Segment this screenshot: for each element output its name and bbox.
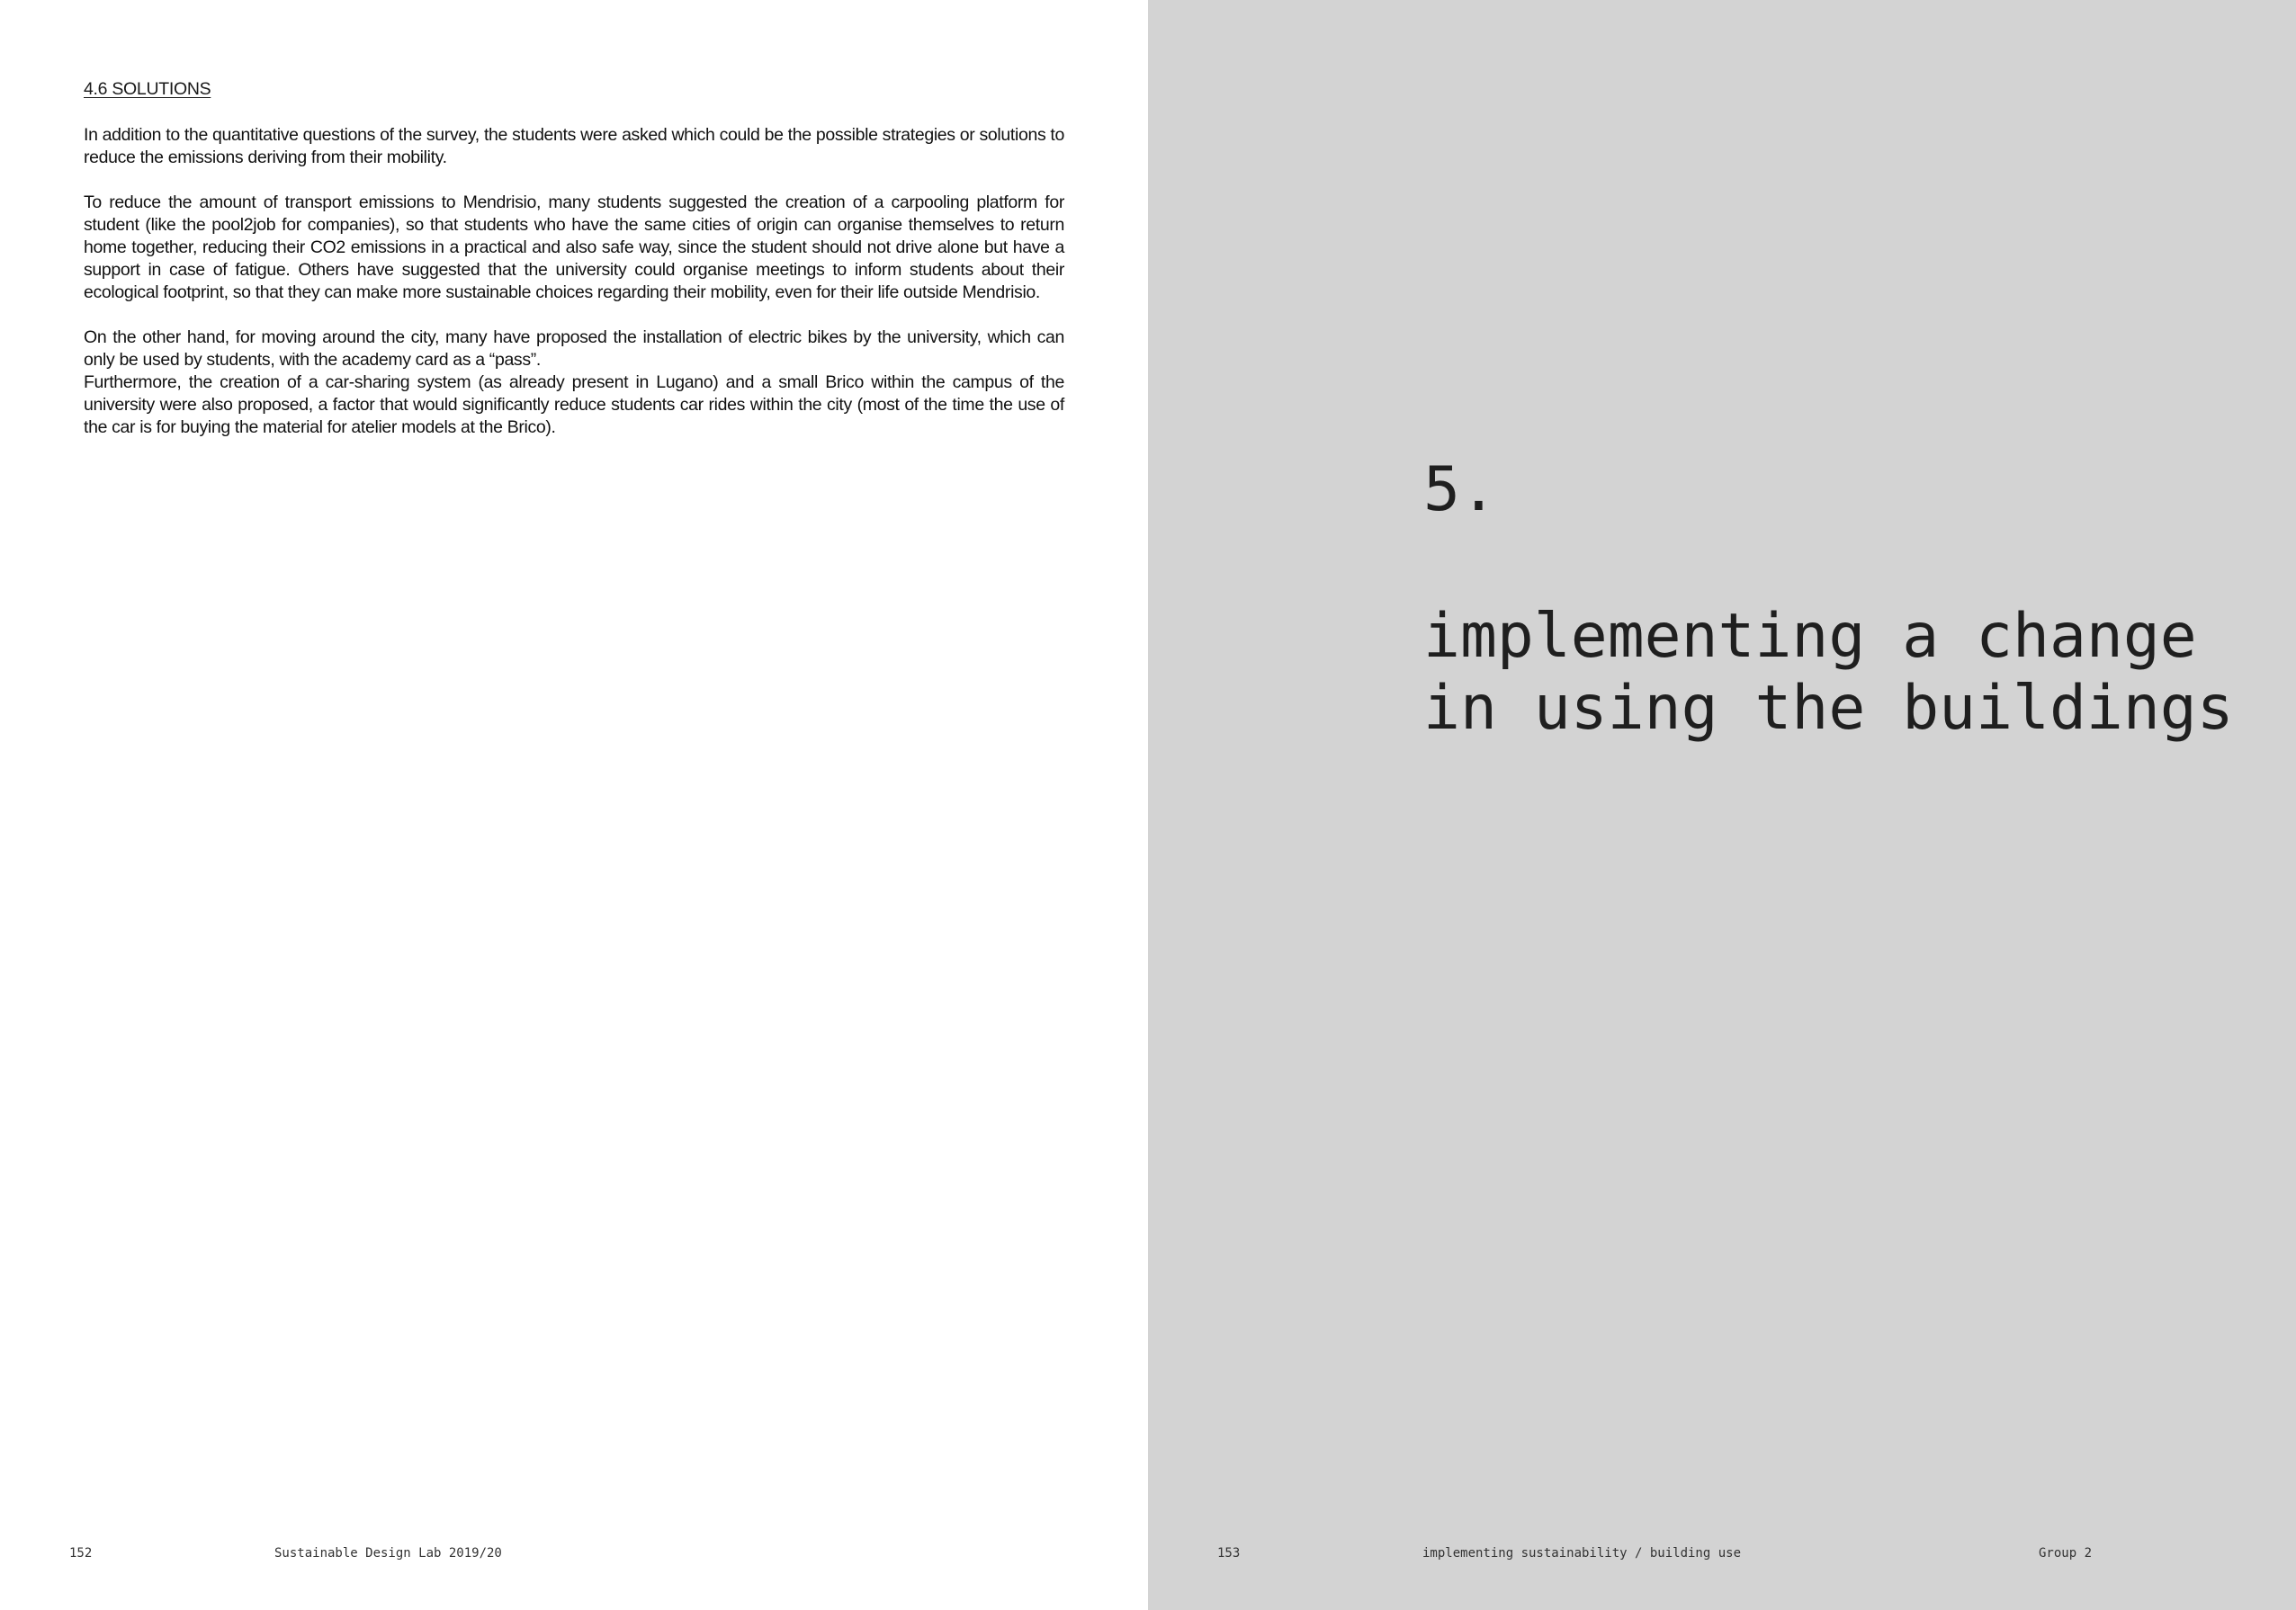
paragraph-electric-bikes: On the other hand, for moving around the city, many have proposed the installation of electric bikes by the university, which can only be used by students, with the academy card as a “pass”.: [84, 327, 1064, 370]
left-page-number: 152: [69, 1546, 93, 1561]
right-footer-section: implementing sustainability / building use: [1422, 1546, 1742, 1561]
right-page: [1148, 0, 2296, 1610]
section-heading: 4.6 SOLUTIONS: [84, 79, 211, 99]
paragraph-car-sharing: Furthermore, the creation of a car-sharing system (as already present in Lugano) and a small Brico within the campus of the university were also proposed, a factor that would significantly reduce students car rides within the city (most of the time the use of the car is for buying the material for atelier models at the Brico).: [84, 372, 1064, 437]
right-footer-group: Group 2: [2039, 1546, 2093, 1561]
left-footer-publication: Sustainable Design Lab 2019/20: [274, 1546, 502, 1561]
right-page-number: 153: [1217, 1546, 1241, 1561]
paragraph-intro: In addition to the quantitative questions of the survey, the students were asked which could be the possible strategies or solutions to reduce the emissions deriving from their mobility.: [84, 125, 1064, 167]
chapter-title: implementing a change in using the buildings: [1423, 601, 2234, 744]
chapter-number: 5.: [1423, 454, 1497, 525]
body-text: [84, 124, 1064, 461]
paragraph-carpooling: To reduce the amount of transport emissions to Mendrisio, many students suggested the creation of a carpooling platform for student (like the pool2job for companies), so that students who have the same cities of origin can organise themselves to return home together, reducing their CO2 emissions in a practical and also safe way, since the student should not drive alone but have a support in case of fatigue. Others have suggested that the university could organise meetings to inform students about their ecological footprint, so that they can make more sustainable choices regarding their mobility, even for their life outside Mendrisio.: [84, 192, 1064, 302]
